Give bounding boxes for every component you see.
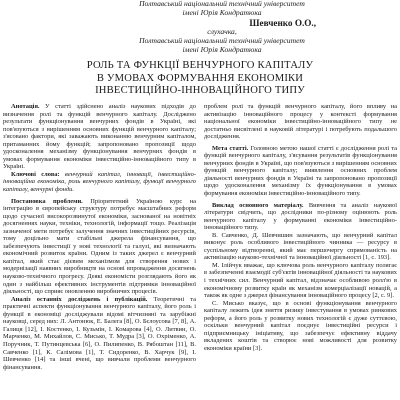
main-section <box>204 202 397 232</box>
author-role: слухачка, <box>207 27 237 36</box>
abstract-label: Анотація. <box>11 103 40 110</box>
analysis-section <box>3 296 196 371</box>
abstract <box>3 103 196 171</box>
affiliation-line: імені Юрія Кондратюка <box>182 8 262 17</box>
abstract-text: У статті здійснено аналіз наукових підходів до визначення ролі та функцій венчурного капіталу. Досліджено результати функціонування венчурних фондів в Україні, які пов'язуються з вирішенням основних функцій венчурного капіталу; з'ясовано фактори, які заважають виконанню венчурним капіталом, притаманних йому функцій; запропоновано пропозиції щодо удосконалення механізму функціонування венчурних фондів в умовах формування економіки інвестиційно-інноваційного типу в Україні. <box>3 103 196 171</box>
affiliation-line: Полтавський національний технічний університет <box>139 0 305 8</box>
paragraph: С. Мисько вказує, що в основі функціонування венчурного капіталу лежить ідея зняття ризику інвестування в умовах ринкових реформ, а його роль у розвитку нових технологій є дуже суттєвою, оскільки венчурний капітал поєднує інвестиційні ресурси і підприємницьку ініціативу, що забезпечує ефективну віддачу вкладених коштів та створює нові можливості для розвитку економіки країни [3]. <box>204 299 397 352</box>
problem-section <box>3 198 196 296</box>
title-line: РОЛЬ ТА ФУНКЦІЇ ВЕНЧУРНОГО КАПІТАЛУ <box>86 60 314 71</box>
goal-section <box>204 145 397 198</box>
paragraph: проблем ролі та функцій венчурного капіталу, його впливу на активізацію інноваційного процесу у контексті формування національної економіки інвестиційно-інноваційного типу не достатньо висвітлені в науковій літературі і потребують подальшого дослідження. <box>204 103 397 141</box>
goal-text: Головною метою нашої статті є дослідження ролі та функцій венчурного капіталу, з'ясування результатів функціонування венчурних фондів в Україні, що пов'язуються з вирішенням основних функцій венчурного капіталу; виявлення основних проблем діяльності венчурних фондів в Україні та запропоновано пропозиції щодо удосконалення механізму їх функціонування в умовах формування економіки інвестиційно-інноваційного типу. <box>204 144 397 198</box>
affiliation-line: Полтавський національний технічний університет <box>139 36 305 45</box>
main-text: Вивчення та аналіз наукової літератури свідчить, що дослідники по-різному оцінюють роль венчурного капіталу у формуванні економіки інвестиційно-інноваційного типу. <box>204 201 397 232</box>
analysis-text: Теоретичні та практичні аспекти функціонування венчурного капіталу, його роль і функції в економіці досліджували відомі вітчизняні та зарубіжні науковці, серед них: Л. Антонюк, Е. Балега [8], О. Бєлоусова [7, 8], А. Галиця [12], І. Костенко, І. Кузьмін, І. Комарова [4], О. Литвин, О. Марченко, М. Михайлов, С. Мисько, Т. Мудра [3], О. Охріменко, А. Поручник, Т. Путинцевська [6], О. Пилипенко, В. Рябоштан [11], В. Савченко [1], К. Салімова [1], Т. Сидоренко, В. Харчук [9], І. Шевченко [14] та інші вчені, що вивчали проблеми венчурного фінансування. <box>3 295 196 371</box>
goal-label: Мета статті. <box>212 144 249 152</box>
problem-label: Постановка проблеми. <box>11 197 83 205</box>
title-line: В УМОВАХ ФОРМУВАННЯ ЕКОНОМІКИ <box>96 72 304 84</box>
left-column <box>3 103 196 371</box>
paragraph: В. Савченко, Д. Шевчишин зазначають, що венчурний капітал виконує роль особливого інвестиційного чинника — ресурсу в суспільному відтворенні, який має першочергу спрямованість на активізацію науково-технічної та інноваційної діяльності [1, с. 193]. <box>204 231 397 262</box>
right-column <box>204 103 397 353</box>
title-line: ІНВЕСТИЦІЙНО-ІННОВАЦІЙНОГО ТИПУ <box>95 85 305 97</box>
author-name: Шевченко О.О., <box>249 18 316 28</box>
main-label: Виклад основного матеріалу. <box>212 201 304 209</box>
keywords <box>3 171 196 194</box>
keywords-text: венчурний капітал, інновації, інвестиційно-інноваційна економіка, роль венчурного капіталу, функції венчурного капіталу, венчурні фонди. <box>3 170 196 194</box>
problem-text: Пріоритетний Україною курс на інтеграцію в європейську структуру потребує масштабних реформ щодо сучасної високорозвинутої економіки, заснованої на новітніх досягненнях науки, техніки, технологій, інформації тощо. Реалізація зазначеної мети потребує залучення значних інвестиційних ресурсів, тому доцільно мати стабільні джерела фінансування, що забезпечують інвестиції у нові технології та галузі, які визначають економічний розвиток країни. Одним із таких джерел є венчурний капітал, який стає дієвим механізмом для створення нових і модернізації наявних виробництв на основі впровадження досягнень науково-технічного прогресу. Деякі економісти розглядають його як один з найбільш ефективних інструментів підтримки інноваційної діяльності, що сприяє оновленню виробничих процесів. <box>3 197 196 296</box>
paper-title <box>0 60 400 98</box>
paragraph: М. Ілійчук вважає, що ключова роль венчурного капіталу полягає в забезпеченні взаємодії суб'єктів інноваційної діяльності та наукових і технічних сил. Венчурний капітал, відзначає особливою ролл'ю в економічному розвитку країн як механізм комерціалізації новацій, а також як одне з джерел фінансування інноваційного процесу [2, с. 9]. <box>204 261 397 300</box>
affiliation-line: імені Юрія Кондратюка <box>182 45 262 54</box>
analysis-label: Аналіз останніх досліджень і публікацій. <box>11 295 148 303</box>
keywords-label: Ключові слова: <box>11 170 60 178</box>
